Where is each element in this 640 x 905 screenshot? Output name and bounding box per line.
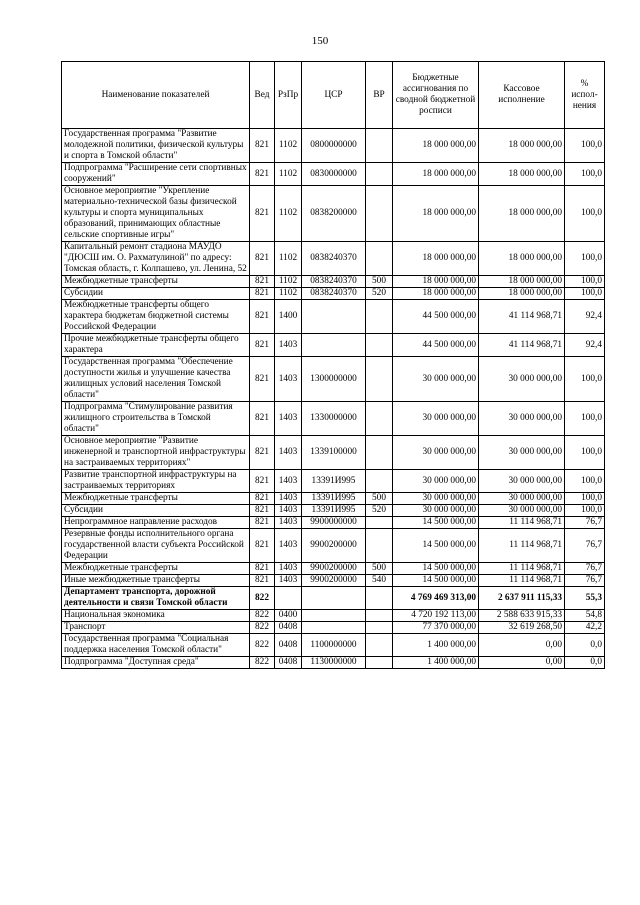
table-row [62, 622, 605, 634]
cell-rzpr: 1102 [275, 288, 302, 300]
table-row [62, 563, 605, 575]
budget-table [61, 61, 605, 669]
header-pct: % испол-нения [565, 62, 605, 129]
cell-budget: 1 400 000,00 [393, 657, 479, 669]
cell-ved: 821 [250, 129, 275, 163]
cell-csr: 0830000000 [302, 163, 366, 186]
cell-rzpr: 1102 [275, 129, 302, 163]
cell-csr: 9900200000 [302, 575, 366, 587]
cell-kassa: 18 000 000,00 [479, 163, 565, 186]
cell-ved: 821 [250, 242, 275, 276]
cell-kassa: 30 000 000,00 [479, 470, 565, 493]
cell-pct: 76,7 [565, 563, 605, 575]
cell-ved: 821 [250, 470, 275, 493]
cell-vr [366, 436, 393, 470]
cell-rzpr: 1403 [275, 493, 302, 505]
cell-csr: 13391И995 [302, 470, 366, 493]
cell-budget: 44 500 000,00 [393, 334, 479, 357]
cell-rzpr: 1102 [275, 242, 302, 276]
cell-vr [366, 610, 393, 622]
cell-budget: 44 500 000,00 [393, 300, 479, 334]
header-rzpr: РзПр [275, 62, 302, 129]
cell-name: Непрограммное направление расходов [62, 517, 250, 529]
cell-vr [366, 657, 393, 669]
cell-ved: 821 [250, 575, 275, 587]
cell-csr: 1330000000 [302, 402, 366, 436]
cell-budget: 18 000 000,00 [393, 276, 479, 288]
cell-ved: 821 [250, 163, 275, 186]
cell-vr [366, 470, 393, 493]
cell-vr [366, 300, 393, 334]
cell-pct: 55,3 [565, 587, 605, 610]
table-row [62, 163, 605, 186]
cell-budget: 77 370 000,00 [393, 622, 479, 634]
table-row [62, 575, 605, 587]
header-ved: Вед [250, 62, 275, 129]
cell-name: Межбюджетные трансферты общего характера бюджетам бюджетной системы Российской Федерации [62, 300, 250, 334]
cell-name: Подпрограмма "Доступная среда" [62, 657, 250, 669]
cell-budget: 4 720 192 113,00 [393, 610, 479, 622]
cell-budget: 18 000 000,00 [393, 288, 479, 300]
cell-budget: 1 400 000,00 [393, 634, 479, 657]
cell-vr [366, 587, 393, 610]
cell-rzpr: 1403 [275, 575, 302, 587]
table-row [62, 436, 605, 470]
cell-pct: 100,0 [565, 242, 605, 276]
cell-pct: 92,4 [565, 334, 605, 357]
cell-budget: 30 000 000,00 [393, 357, 479, 402]
table-row [62, 357, 605, 402]
cell-rzpr: 1403 [275, 470, 302, 493]
table-row [62, 242, 605, 276]
cell-csr [302, 300, 366, 334]
cell-kassa: 41 114 968,71 [479, 300, 565, 334]
cell-pct: 100,0 [565, 402, 605, 436]
cell-csr: 1130000000 [302, 657, 366, 669]
cell-budget: 14 500 000,00 [393, 563, 479, 575]
table-row [62, 288, 605, 300]
cell-ved: 821 [250, 288, 275, 300]
cell-ved: 822 [250, 634, 275, 657]
cell-pct: 100,0 [565, 163, 605, 186]
cell-pct: 92,4 [565, 300, 605, 334]
cell-budget: 18 000 000,00 [393, 242, 479, 276]
cell-rzpr: 1102 [275, 276, 302, 288]
cell-ved: 821 [250, 493, 275, 505]
header-vr: ВР [366, 62, 393, 129]
cell-vr [366, 517, 393, 529]
cell-vr [366, 529, 393, 563]
cell-name: Капитальный ремонт стадиона МАУДО "ДЮСШ им. О. Рахматулиной" по адресу: Томская область, г. Колпашево, ул. Ленина, 52 [62, 242, 250, 276]
table-row [62, 402, 605, 436]
cell-pct: 100,0 [565, 129, 605, 163]
cell-csr [302, 622, 366, 634]
cell-ved: 822 [250, 587, 275, 610]
cell-pct: 100,0 [565, 470, 605, 493]
cell-vr [366, 402, 393, 436]
cell-kassa: 32 619 268,50 [479, 622, 565, 634]
cell-rzpr: 1403 [275, 517, 302, 529]
cell-vr: 500 [366, 493, 393, 505]
cell-rzpr: 1403 [275, 563, 302, 575]
cell-rzpr: 1102 [275, 186, 302, 242]
cell-vr: 520 [366, 288, 393, 300]
table-row [62, 334, 605, 357]
cell-kassa: 11 114 968,71 [479, 529, 565, 563]
header-name: Наименование показателей [62, 62, 250, 129]
cell-budget: 4 769 469 313,00 [393, 587, 479, 610]
cell-vr: 500 [366, 563, 393, 575]
cell-pct: 76,7 [565, 529, 605, 563]
cell-ved: 821 [250, 505, 275, 517]
cell-csr: 1100000000 [302, 634, 366, 657]
cell-pct: 0,0 [565, 634, 605, 657]
cell-rzpr: 0408 [275, 622, 302, 634]
cell-name: Межбюджетные трансферты [62, 276, 250, 288]
table-row [62, 493, 605, 505]
cell-budget: 30 000 000,00 [393, 505, 479, 517]
table-row [62, 634, 605, 657]
cell-kassa: 11 114 968,71 [479, 575, 565, 587]
cell-vr [366, 334, 393, 357]
table-row [62, 276, 605, 288]
cell-budget: 18 000 000,00 [393, 163, 479, 186]
cell-ved: 821 [250, 186, 275, 242]
cell-csr: 9900200000 [302, 563, 366, 575]
cell-pct: 100,0 [565, 436, 605, 470]
header-kassa: Кассовое исполнение [479, 62, 565, 129]
cell-name: Государственная программа "Развитие молодежной политики, физической культуры и спорта в Томской области" [62, 129, 250, 163]
cell-ved: 821 [250, 517, 275, 529]
cell-name: Основное мероприятие "Укрепление материально-технической базы физической культуры и спорта муниципальных образований, принимающих областные сельские спортивные игры" [62, 186, 250, 242]
cell-budget: 14 500 000,00 [393, 529, 479, 563]
cell-rzpr: 0400 [275, 610, 302, 622]
cell-name: Подпрограмма "Расширение сети спортивных сооружений" [62, 163, 250, 186]
cell-ved: 821 [250, 402, 275, 436]
cell-vr [366, 186, 393, 242]
cell-kassa: 30 000 000,00 [479, 493, 565, 505]
cell-ved: 821 [250, 529, 275, 563]
cell-name: Субсидии [62, 505, 250, 517]
cell-ved: 822 [250, 622, 275, 634]
cell-pct: 76,7 [565, 517, 605, 529]
cell-pct: 100,0 [565, 357, 605, 402]
cell-rzpr: 0408 [275, 657, 302, 669]
page-number: 150 [311, 35, 329, 47]
cell-name: Государственная программа "Обеспечение доступности жилья и улучшение качества жилищных условий населения Томской области" [62, 357, 250, 402]
table-row [62, 610, 605, 622]
cell-budget: 14 500 000,00 [393, 575, 479, 587]
cell-ved: 821 [250, 334, 275, 357]
cell-pct: 100,0 [565, 288, 605, 300]
cell-kassa: 0,00 [479, 657, 565, 669]
cell-budget: 18 000 000,00 [393, 129, 479, 163]
table-row [62, 129, 605, 163]
cell-ved: 822 [250, 610, 275, 622]
cell-rzpr: 1400 [275, 300, 302, 334]
cell-name: Развитие транспортной инфраструктуры на застраиваемых территориях [62, 470, 250, 493]
cell-name: Транспорт [62, 622, 250, 634]
cell-csr [302, 334, 366, 357]
cell-kassa: 11 114 968,71 [479, 563, 565, 575]
table-header [62, 62, 605, 129]
cell-name: Резервные фонды исполнительного органа государственной власти субъекта Российской Федерации [62, 529, 250, 563]
cell-vr [366, 634, 393, 657]
table-row [62, 470, 605, 493]
cell-vr [366, 357, 393, 402]
cell-ved: 822 [250, 657, 275, 669]
cell-kassa: 30 000 000,00 [479, 357, 565, 402]
cell-rzpr [275, 587, 302, 610]
table-row [62, 186, 605, 242]
cell-kassa: 30 000 000,00 [479, 505, 565, 517]
cell-budget: 30 000 000,00 [393, 402, 479, 436]
cell-rzpr: 1403 [275, 402, 302, 436]
cell-csr: 9900200000 [302, 529, 366, 563]
cell-csr: 1339100000 [302, 436, 366, 470]
cell-vr [366, 163, 393, 186]
cell-rzpr: 1403 [275, 436, 302, 470]
cell-kassa: 18 000 000,00 [479, 186, 565, 242]
cell-pct: 100,0 [565, 505, 605, 517]
cell-ved: 821 [250, 276, 275, 288]
cell-kassa: 41 114 968,71 [479, 334, 565, 357]
cell-rzpr: 1403 [275, 529, 302, 563]
cell-csr: 0838240370 [302, 288, 366, 300]
cell-kassa: 18 000 000,00 [479, 129, 565, 163]
cell-ved: 821 [250, 563, 275, 575]
cell-kassa: 18 000 000,00 [479, 242, 565, 276]
cell-csr: 9900000000 [302, 517, 366, 529]
cell-rzpr: 1102 [275, 163, 302, 186]
cell-vr [366, 242, 393, 276]
cell-budget: 14 500 000,00 [393, 517, 479, 529]
cell-ved: 821 [250, 436, 275, 470]
cell-name: Межбюджетные трансферты [62, 563, 250, 575]
cell-name: Национальная экономика [62, 610, 250, 622]
table-row [62, 657, 605, 669]
cell-budget: 30 000 000,00 [393, 436, 479, 470]
cell-csr: 0838200000 [302, 186, 366, 242]
cell-pct: 100,0 [565, 276, 605, 288]
table-row [62, 587, 605, 610]
table-row [62, 300, 605, 334]
cell-name: Межбюджетные трансферты [62, 493, 250, 505]
cell-kassa: 0,00 [479, 634, 565, 657]
cell-kassa: 2 637 911 115,33 [479, 587, 565, 610]
cell-csr: 0838240370 [302, 242, 366, 276]
cell-rzpr: 1403 [275, 505, 302, 517]
cell-kassa: 30 000 000,00 [479, 402, 565, 436]
cell-kassa: 11 114 968,71 [479, 517, 565, 529]
cell-csr [302, 587, 366, 610]
cell-name: Иные межбюджетные трансферты [62, 575, 250, 587]
cell-csr: 13391И995 [302, 493, 366, 505]
header-budget: Бюджетные ассигнования по сводной бюджетной росписи [393, 62, 479, 129]
cell-rzpr: 0408 [275, 634, 302, 657]
cell-name: Департамент транспорта, дорожной деятельности и связи Томской области [62, 587, 250, 610]
cell-name: Прочие межбюджетные трансферты общего характера [62, 334, 250, 357]
cell-vr: 520 [366, 505, 393, 517]
cell-name: Основное мероприятие "Развитие инженерной и транспортной инфраструктуры на застраиваемых территориях" [62, 436, 250, 470]
cell-csr: 13391И995 [302, 505, 366, 517]
table-row [62, 529, 605, 563]
cell-vr: 500 [366, 276, 393, 288]
cell-pct: 0,0 [565, 657, 605, 669]
cell-csr: 0838240370 [302, 276, 366, 288]
table-row [62, 517, 605, 529]
header-csr: ЦСР [302, 62, 366, 129]
cell-pct: 100,0 [565, 186, 605, 242]
cell-pct: 100,0 [565, 493, 605, 505]
cell-budget: 18 000 000,00 [393, 186, 479, 242]
cell-ved: 821 [250, 300, 275, 334]
cell-csr: 1300000000 [302, 357, 366, 402]
cell-name: Субсидии [62, 288, 250, 300]
cell-rzpr: 1403 [275, 357, 302, 402]
cell-pct: 54,8 [565, 610, 605, 622]
cell-name: Подпрограмма "Стимулирование развития жилищного строительства в Томской области" [62, 402, 250, 436]
cell-vr [366, 622, 393, 634]
table-row [62, 505, 605, 517]
cell-kassa: 18 000 000,00 [479, 288, 565, 300]
cell-vr: 540 [366, 575, 393, 587]
cell-csr: 0800000000 [302, 129, 366, 163]
cell-kassa: 2 588 633 915,33 [479, 610, 565, 622]
cell-csr [302, 610, 366, 622]
cell-ved: 821 [250, 357, 275, 402]
cell-budget: 30 000 000,00 [393, 493, 479, 505]
cell-vr [366, 129, 393, 163]
cell-pct: 42,2 [565, 622, 605, 634]
cell-name: Государственная программа "Социальная поддержка населения Томской области" [62, 634, 250, 657]
cell-pct: 76,7 [565, 575, 605, 587]
cell-kassa: 18 000 000,00 [479, 276, 565, 288]
cell-kassa: 30 000 000,00 [479, 436, 565, 470]
cell-rzpr: 1403 [275, 334, 302, 357]
cell-budget: 30 000 000,00 [393, 470, 479, 493]
